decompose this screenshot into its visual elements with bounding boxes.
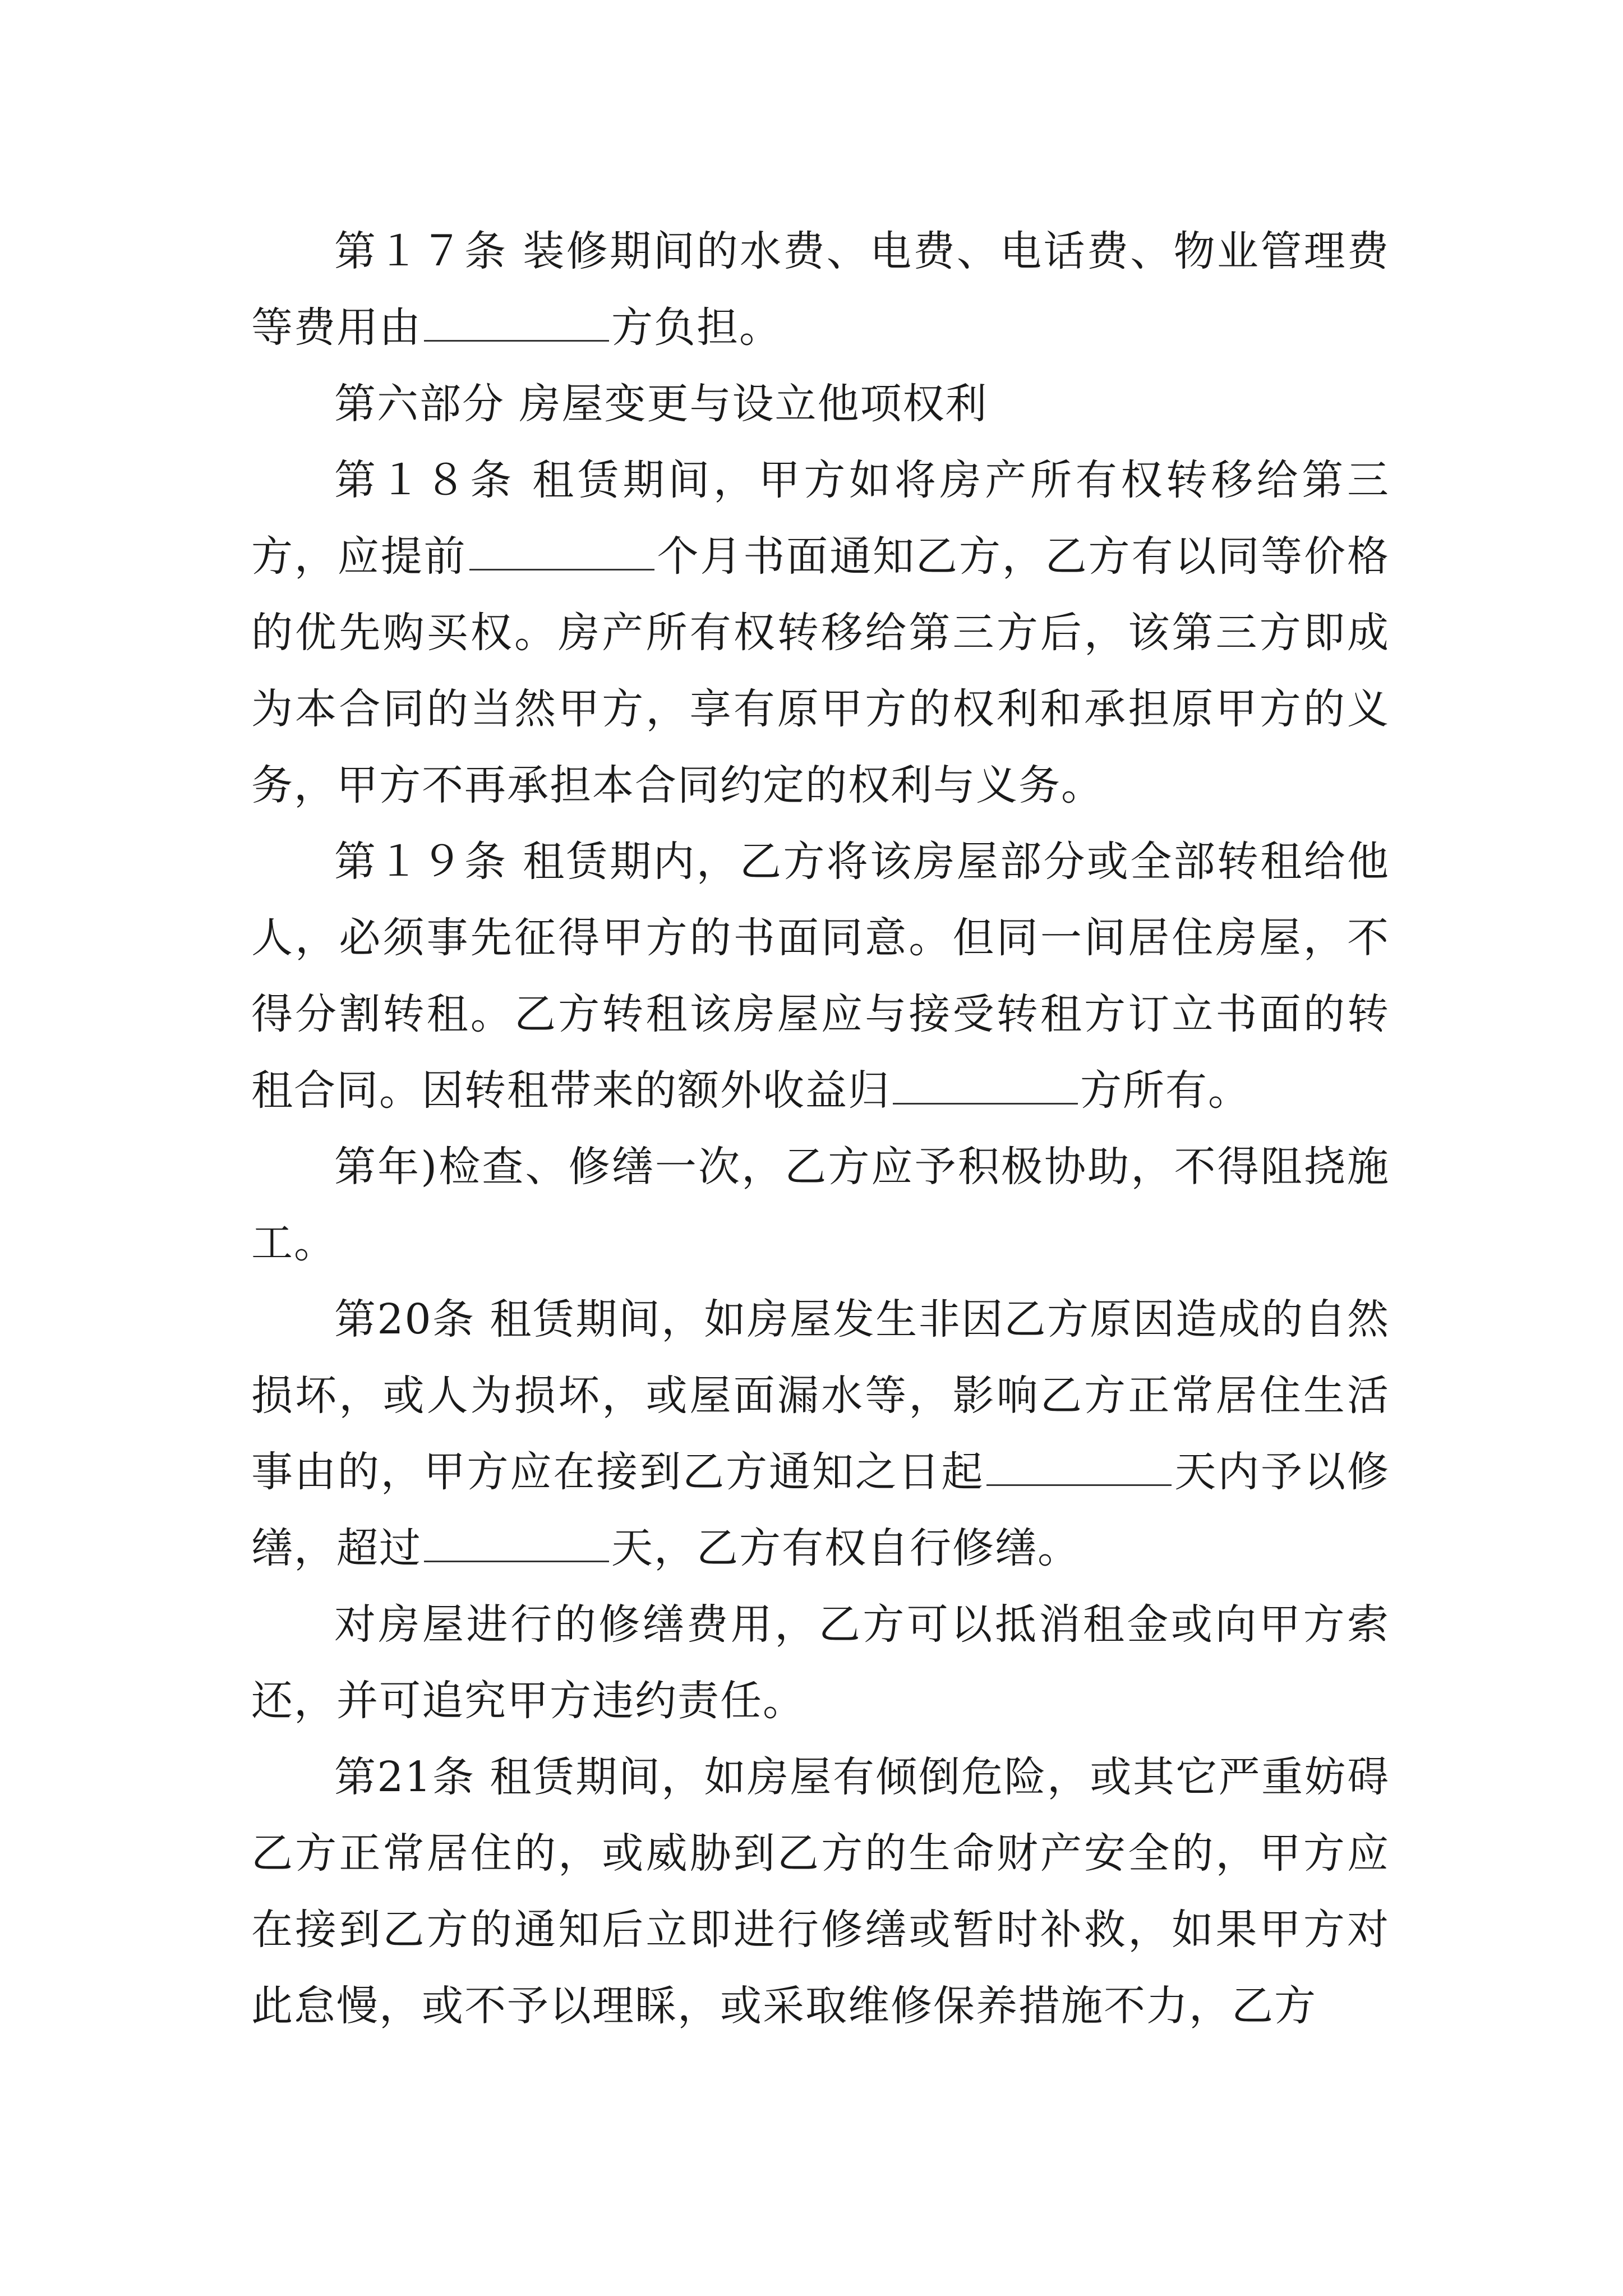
article-18-text-2: 个月书面通知乙方，乙方有以同等价格的优先购买权。房产所有权转移给第三方后，该第三方即成为本合同的当然甲方，享有原甲方的权利和承担原甲方的义务，甲方不再承担本合同约定的权利与义务。: [251, 532, 1390, 809]
article-20: [251, 1281, 1390, 1586]
article-21-text: 第21条 租赁期间，如房屋有倾倒危险，或其它严重妨碍乙方正常居住的，或威胁到乙方的生命财产安全的，甲方应在接到乙方的通知后立即进行修缮或暂时补救，如果甲方对此怠慢，或不予以理睬，或采取维修保养措施不力，乙方: [251, 1753, 1390, 2030]
fill-blank: [893, 1102, 1078, 1105]
article-20-text-1: 第20条 租赁期间，如房屋发生非因乙方原因造成的自然损坏，或人为损坏，或屋面漏水等，影响乙方正常居住生活事由的，甲方应在接到乙方通知之日起: [251, 1295, 1390, 1496]
fill-blank: [469, 568, 654, 570]
article-19-text-2: 方所有。: [1080, 1066, 1251, 1115]
article-20-text-3: 天，乙方有权自行修缮。: [611, 1524, 1080, 1572]
section-heading-text: 第六部分 房屋变更与设立他项权利: [334, 380, 988, 428]
article-fragment-text: 第年)检查、修缮一次，乙方应予积极协助，不得阻挠施工。: [251, 1143, 1390, 1267]
article-17-text-1: 第１７条 装修期间的水费、电费、电话费、物业管理费等费用由: [251, 227, 1390, 352]
document-body: [251, 213, 1390, 2044]
article-19: [251, 823, 1390, 1129]
fill-blank: [986, 1484, 1172, 1486]
article-21: [251, 1739, 1390, 2044]
article-18: [251, 442, 1390, 823]
section-heading-part-6: [251, 366, 1390, 442]
repair-cost-paragraph: [251, 1586, 1390, 1739]
fill-blank: [424, 339, 609, 342]
article-19-text-1: 第１９条 租赁期内，乙方将该房屋部分或全部转租给他人，必须事先征得甲方的书面同意。但同一间居住房屋，不得分割转租。乙方转租该房屋应与接受转租方订立书面的转租合同。因转租带来的额外收益归: [251, 838, 1390, 1115]
article-17: [251, 213, 1390, 366]
article-20-text-2: 天内予以修缮，超过: [251, 1448, 1390, 1572]
repair-cost-text: 对房屋进行的修缮费用，乙方可以抵消租金或向甲方索还，并可追究甲方违约责任。: [251, 1600, 1390, 1725]
article-18-text-1: 第１８条 租赁期间，甲方如将房产所有权转移给第三方，应提前: [251, 456, 1390, 581]
article-fragment: [251, 1129, 1390, 1281]
article-17-text-2: 方负担。: [611, 303, 782, 352]
fill-blank: [424, 1560, 609, 1562]
